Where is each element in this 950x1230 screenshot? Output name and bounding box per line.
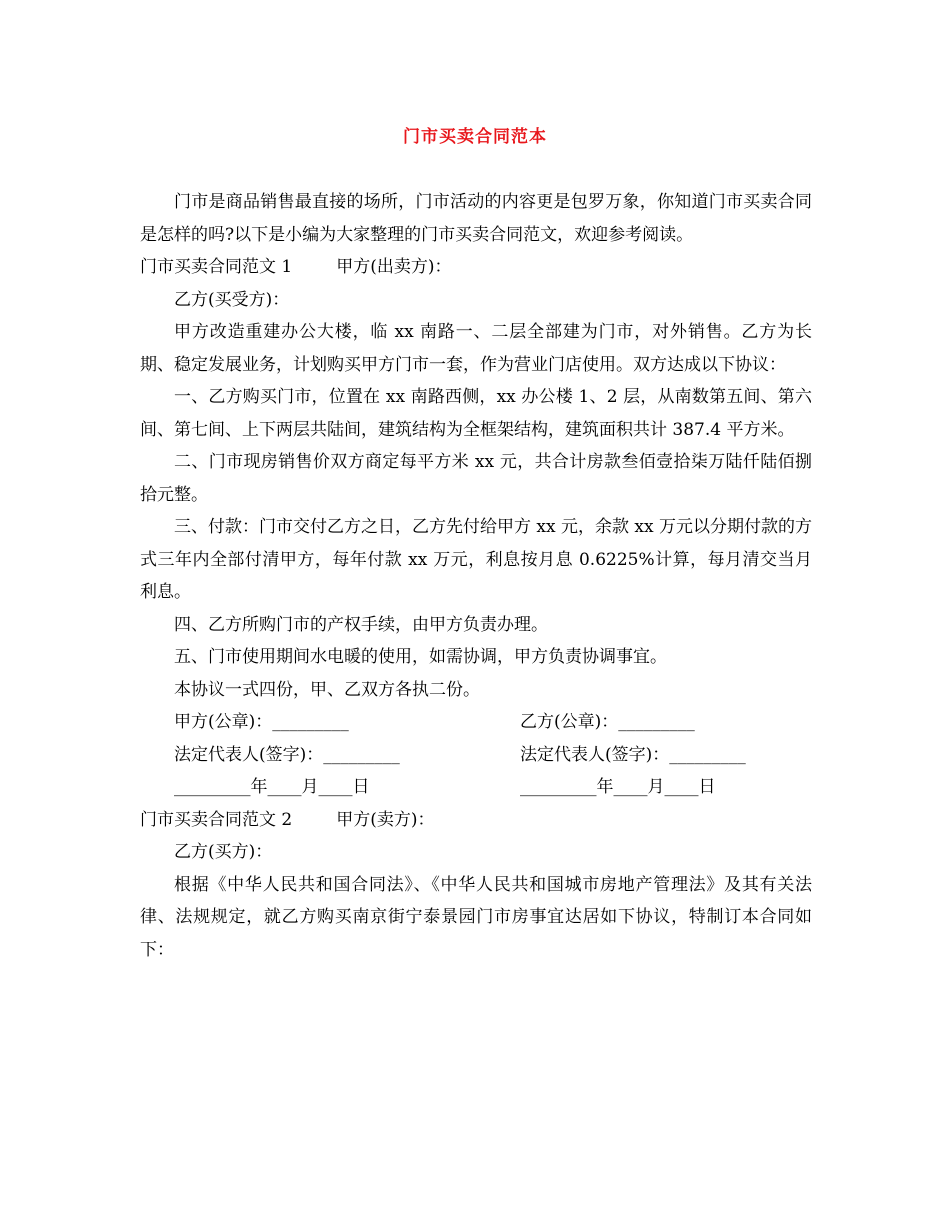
sample1-heading-line: [140, 251, 812, 284]
sample1-heading: 门市买卖合同范文 1: [140, 257, 293, 277]
sample1-clause-2: 二、门市现房销售价双方商定每平方米 xx 元，共合计房款叁佰壹拾柒万陆仟陆佰捌拾元整。: [140, 452, 812, 505]
sample2-heading-line: [140, 804, 812, 837]
sample2-heading: 门市买卖合同范文 2: [140, 809, 293, 830]
document-body: [140, 186, 812, 966]
party-a-representative-line: 法定代表人(签字)：_________: [174, 744, 400, 765]
party-a-date-line: _________年____月____日: [174, 777, 370, 797]
sample1-clause-1: 一、乙方购买门市，位置在 xx 南路西侧，xx 办公楼 1、2 层，从南数第五间、第六间、第七间、上下两层共陆间，建筑结构为全框架结构，建筑面积共计 387.4 平方米。: [140, 387, 812, 440]
party-b-seal-line: 乙方(公章)：_________: [520, 712, 695, 732]
party-b-representative-line: 法定代表人(签字)：_________: [520, 744, 746, 765]
sample1-party-b: 乙方(买受方)：: [174, 289, 290, 310]
sample1-party-a: 甲方(出卖方)：: [336, 257, 452, 277]
sample1-copies: 本协议一式四份，甲、乙双方各执二份。: [174, 679, 480, 700]
sample2-party-a: 甲方(卖方)：: [336, 809, 435, 830]
party-a-seal-line: 甲方(公章)：_________: [174, 712, 349, 732]
sample1-clause-5: 五、门市使用期间水电暖的使用，如需协调，甲方负责协调事宜。: [174, 647, 667, 667]
sample2-party-b: 乙方(买方)：: [174, 842, 273, 862]
signature-row-seal: [140, 706, 812, 739]
document-title: 门市买卖合同范本: [403, 127, 547, 147]
intro-paragraph: 门市是商品销售最直接的场所，门市活动的内容更是包罗万象，你知道门市买卖合同是怎样的吗?以下是小编为大家整理的门市买卖合同范文，欢迎参考阅读。: [140, 192, 812, 245]
sample2-preamble: 根据《中华人民共和国合同法》、《中华人民共和国城市房地产管理法》及其有关法律、法规规定，就乙方购买南京街宁泰景园门市房事宜达居如下协议，特制订本合同如下：: [140, 874, 812, 960]
sample1-clause-3: 三、付款：门市交付乙方之日，乙方先付给甲方 xx 元，余款 xx 万元以分期付款的方式三年内全部付清甲方，每年付款 xx 万元，利息按月息 0.6225%计算，每月清交当月利息。: [140, 517, 812, 602]
sample1-preamble: 甲方改造重建办公大楼，临 xx 南路一、二层全部建为门市，对外销售。乙方为长期、稳定发展业务，计划购买甲方门市一套，作为营业门店使用。双方达成以下协议：: [140, 322, 812, 375]
signature-row-date: [140, 771, 812, 804]
signature-row-representative: [140, 739, 812, 772]
party-b-date-line: _________年____月____日: [520, 777, 716, 797]
sample1-clause-4: 四、乙方所购门市的产权手续，由甲方负责办理。: [174, 614, 548, 635]
